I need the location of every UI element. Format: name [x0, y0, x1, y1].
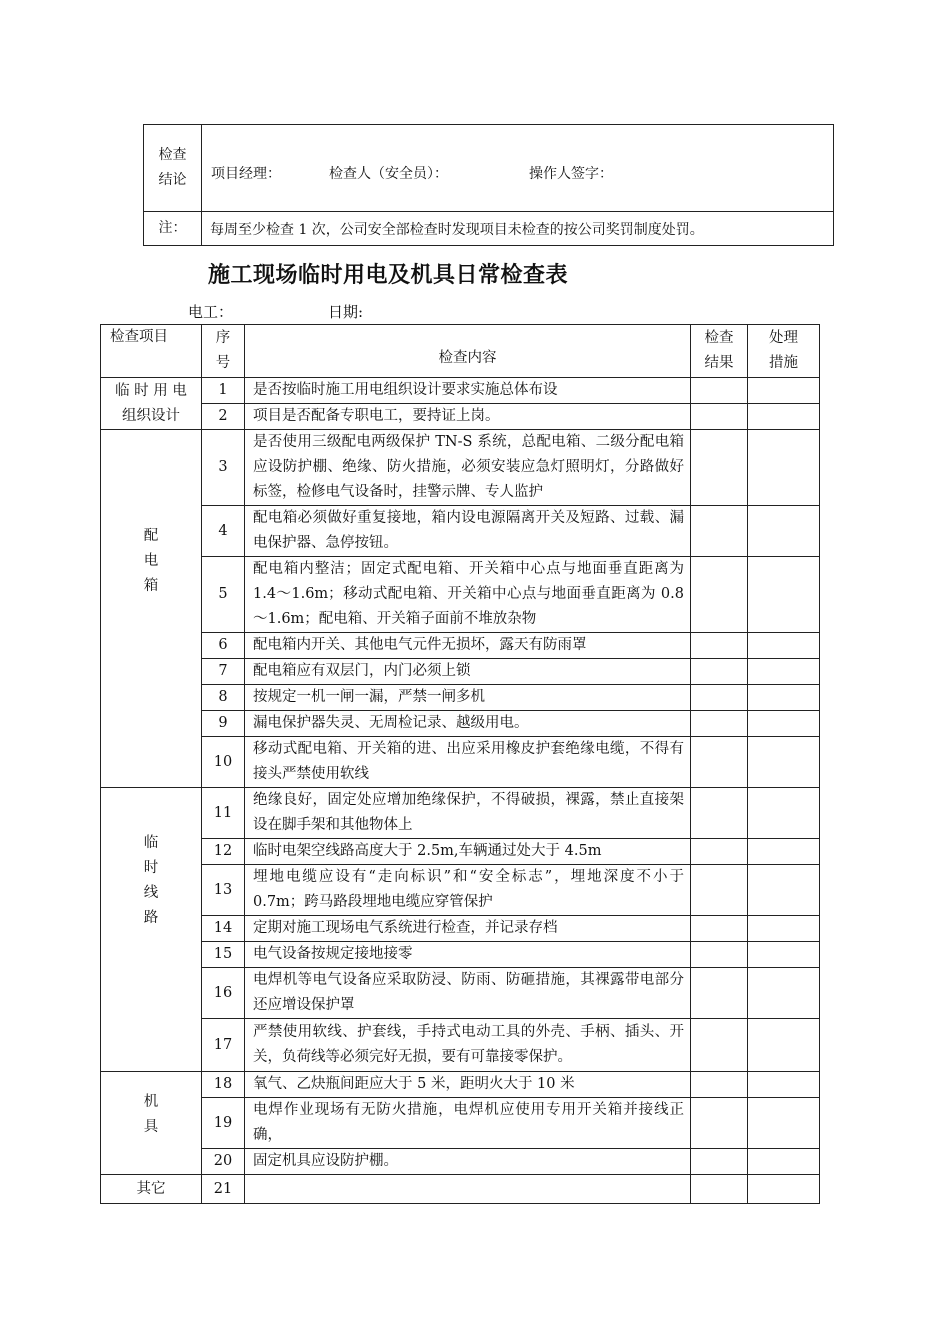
table-row	[101, 737, 820, 788]
row-content: 配电箱应有双层门，内门必须上锁	[245, 659, 691, 685]
row-content	[245, 1175, 691, 1204]
table-row	[101, 1098, 820, 1149]
result-cell[interactable]	[691, 685, 748, 711]
row-number: 5	[202, 557, 245, 633]
result-cell[interactable]	[691, 942, 748, 968]
table-row	[101, 430, 820, 506]
category-other: 其它	[101, 1175, 202, 1204]
table-row	[101, 865, 820, 916]
row-number: 10	[202, 737, 245, 788]
row-content: 电焊作业现场有无防火措施，电焊机应使用专用开关箱并接线正确，	[245, 1098, 691, 1149]
measures-cell[interactable]	[748, 942, 820, 968]
result-cell[interactable]	[691, 737, 748, 788]
measures-cell[interactable]	[748, 1098, 820, 1149]
project-manager-label: 项目经理：	[211, 166, 281, 182]
row-number: 15	[202, 942, 245, 968]
row-content: 是否按临时施工用电组织设计要求实施总体布设	[245, 378, 691, 404]
row-content: 埋地电缆应设有“走向标识”和“安全标志”，埋地深度不小于 0.7m；跨马路段埋地电缆应穿管保护	[245, 865, 691, 916]
row-content: 定期对施工现场电气系统进行检查，并记录存档	[245, 916, 691, 942]
result-cell[interactable]	[691, 1072, 748, 1098]
result-cell[interactable]	[691, 1175, 748, 1204]
row-number: 18	[202, 1072, 245, 1098]
table-row	[101, 404, 820, 430]
row-number: 9	[202, 711, 245, 737]
inspector-label: 检查人（安全员）：	[329, 166, 448, 182]
note-row	[144, 212, 834, 246]
row-content: 漏电保护器失灵、无周检记录、越级用电。	[245, 711, 691, 737]
result-cell[interactable]	[691, 557, 748, 633]
row-number: 13	[202, 865, 245, 916]
table-row	[101, 788, 820, 839]
row-number: 6	[202, 633, 245, 659]
note-label: 注：	[144, 212, 202, 246]
table-row	[101, 506, 820, 557]
category-machinery: 机具	[101, 1072, 202, 1175]
row-content: 固定机具应设防护棚。	[245, 1149, 691, 1175]
header-category: 检查项目	[101, 325, 202, 378]
result-cell[interactable]	[691, 788, 748, 839]
header-result: 检查结果	[691, 325, 748, 378]
result-cell[interactable]	[691, 506, 748, 557]
table-row	[101, 633, 820, 659]
category-org-design: 临 时 用 电 组织设计	[101, 378, 202, 430]
table-row	[101, 378, 820, 404]
inspection-table	[100, 324, 820, 1204]
result-cell[interactable]	[691, 430, 748, 506]
measures-cell[interactable]	[748, 1019, 820, 1072]
result-cell[interactable]	[691, 1149, 748, 1175]
signature-area[interactable]	[202, 125, 834, 212]
measures-cell[interactable]	[748, 659, 820, 685]
conclusion-label: 检查 结论	[144, 125, 202, 212]
measures-cell[interactable]	[748, 506, 820, 557]
measures-cell[interactable]	[748, 1149, 820, 1175]
row-number: 20	[202, 1149, 245, 1175]
measures-cell[interactable]	[748, 685, 820, 711]
table-row	[101, 1072, 820, 1098]
table-row	[101, 916, 820, 942]
result-cell[interactable]	[691, 404, 748, 430]
conclusion-row	[144, 125, 834, 212]
table-row	[101, 1019, 820, 1072]
measures-cell[interactable]	[748, 865, 820, 916]
row-number: 12	[202, 839, 245, 865]
table-row	[101, 1149, 820, 1175]
row-number: 3	[202, 430, 245, 506]
measures-cell[interactable]	[748, 1175, 820, 1204]
result-cell[interactable]	[691, 865, 748, 916]
category-distribution-box: 配电箱	[101, 430, 202, 788]
result-cell[interactable]	[691, 916, 748, 942]
operator-signature-label: 操作人签字：	[529, 166, 613, 182]
measures-cell[interactable]	[748, 557, 820, 633]
header-row	[101, 325, 820, 378]
row-number: 11	[202, 788, 245, 839]
measures-cell[interactable]	[748, 737, 820, 788]
row-content: 严禁使用软线、护套线，手持式电动工具的外壳、手柄、插头、开关，负荷线等必须完好无损，要有可靠接零保护。	[245, 1019, 691, 1072]
result-cell[interactable]	[691, 968, 748, 1019]
category-temporary-lines: 临时线路	[101, 788, 202, 1072]
meta-line	[188, 301, 363, 322]
page-title: 施工现场临时用电及机具日常检查表	[208, 263, 569, 288]
row-content: 电气设备按规定接地接零	[245, 942, 691, 968]
measures-cell[interactable]	[748, 916, 820, 942]
conclusion-table	[143, 124, 834, 246]
row-content: 氧气、乙炔瓶间距应大于 5 米，距明火大于 10 米	[245, 1072, 691, 1098]
measures-cell[interactable]	[748, 968, 820, 1019]
row-number: 4	[202, 506, 245, 557]
date-label: 日期:	[328, 303, 364, 321]
row-content: 是否使用三级配电两级保护 TN-S 系统，总配电箱、二级分配电箱应设防护棚、绝缘、防火措施，必须安装应急灯照明灯，分路做好标签，检修电气设备时，挂警示牌、专人监护	[245, 430, 691, 506]
measures-cell[interactable]	[748, 633, 820, 659]
row-number: 14	[202, 916, 245, 942]
table-row	[101, 839, 820, 865]
row-content: 绝缘良好，固定处应增加绝缘保护，不得破损，裸露，禁止直接架设在脚手架和其他物体上	[245, 788, 691, 839]
result-cell[interactable]	[691, 1098, 748, 1149]
row-number: 7	[202, 659, 245, 685]
row-content: 项目是否配备专职电工，要持证上岗。	[245, 404, 691, 430]
table-row	[101, 711, 820, 737]
result-cell[interactable]	[691, 659, 748, 685]
header-content: 检查内容	[245, 325, 691, 378]
measures-cell[interactable]	[748, 839, 820, 865]
result-cell[interactable]	[691, 839, 748, 865]
measures-cell[interactable]	[748, 430, 820, 506]
table-row	[101, 1175, 820, 1204]
row-content: 配电箱必须做好重复接地，箱内设电源隔离开关及短路、过载、漏电保护器、急停按钮。	[245, 506, 691, 557]
row-content: 配电箱内整洁；固定式配电箱、开关箱中心点与地面垂直距离为 1.4～1.6m；移动式配电箱、开关箱中心点与地面垂直距离为 0.8～1.6m；配电箱、开关箱子面前不堆放杂物	[245, 557, 691, 633]
measures-cell[interactable]	[748, 788, 820, 839]
row-number: 2	[202, 404, 245, 430]
row-number: 8	[202, 685, 245, 711]
measures-cell[interactable]	[748, 1072, 820, 1098]
table-row	[101, 557, 820, 633]
measures-cell[interactable]	[748, 711, 820, 737]
measures-cell[interactable]	[748, 404, 820, 430]
measures-cell[interactable]	[748, 378, 820, 404]
row-number: 21	[202, 1175, 245, 1204]
result-cell[interactable]	[691, 633, 748, 659]
header-measures: 处理措施	[748, 325, 820, 378]
electrician-label: 电工：	[188, 303, 234, 321]
result-cell[interactable]	[691, 378, 748, 404]
table-row	[101, 942, 820, 968]
row-content: 临时电架空线路高度大于 2.5m,车辆通过处大于 4.5m	[245, 839, 691, 865]
row-content: 电焊机等电气设备应采取防浸、防雨、防砸措施，其裸露带电部分还应增设保护罩	[245, 968, 691, 1019]
row-number: 1	[202, 378, 245, 404]
row-content: 配电箱内开关、其他电气元件无损坏，露天有防雨罩	[245, 633, 691, 659]
note-text: 每周至少检查 1 次，公司安全部检查时发现项目未检查的按公司奖罚制度处罚。	[202, 212, 834, 246]
row-content: 按规定一机一闸一漏，严禁一闸多机	[245, 685, 691, 711]
result-cell[interactable]	[691, 1019, 748, 1072]
row-number: 17	[202, 1019, 245, 1072]
header-number: 序号	[202, 325, 245, 378]
row-content: 移动式配电箱、开关箱的进、出应采用橡皮护套绝缘电缆，不得有接头严禁使用软线	[245, 737, 691, 788]
row-number: 19	[202, 1098, 245, 1149]
table-row	[101, 968, 820, 1019]
table-row	[101, 685, 820, 711]
row-number: 16	[202, 968, 245, 1019]
result-cell[interactable]	[691, 711, 748, 737]
table-row	[101, 659, 820, 685]
